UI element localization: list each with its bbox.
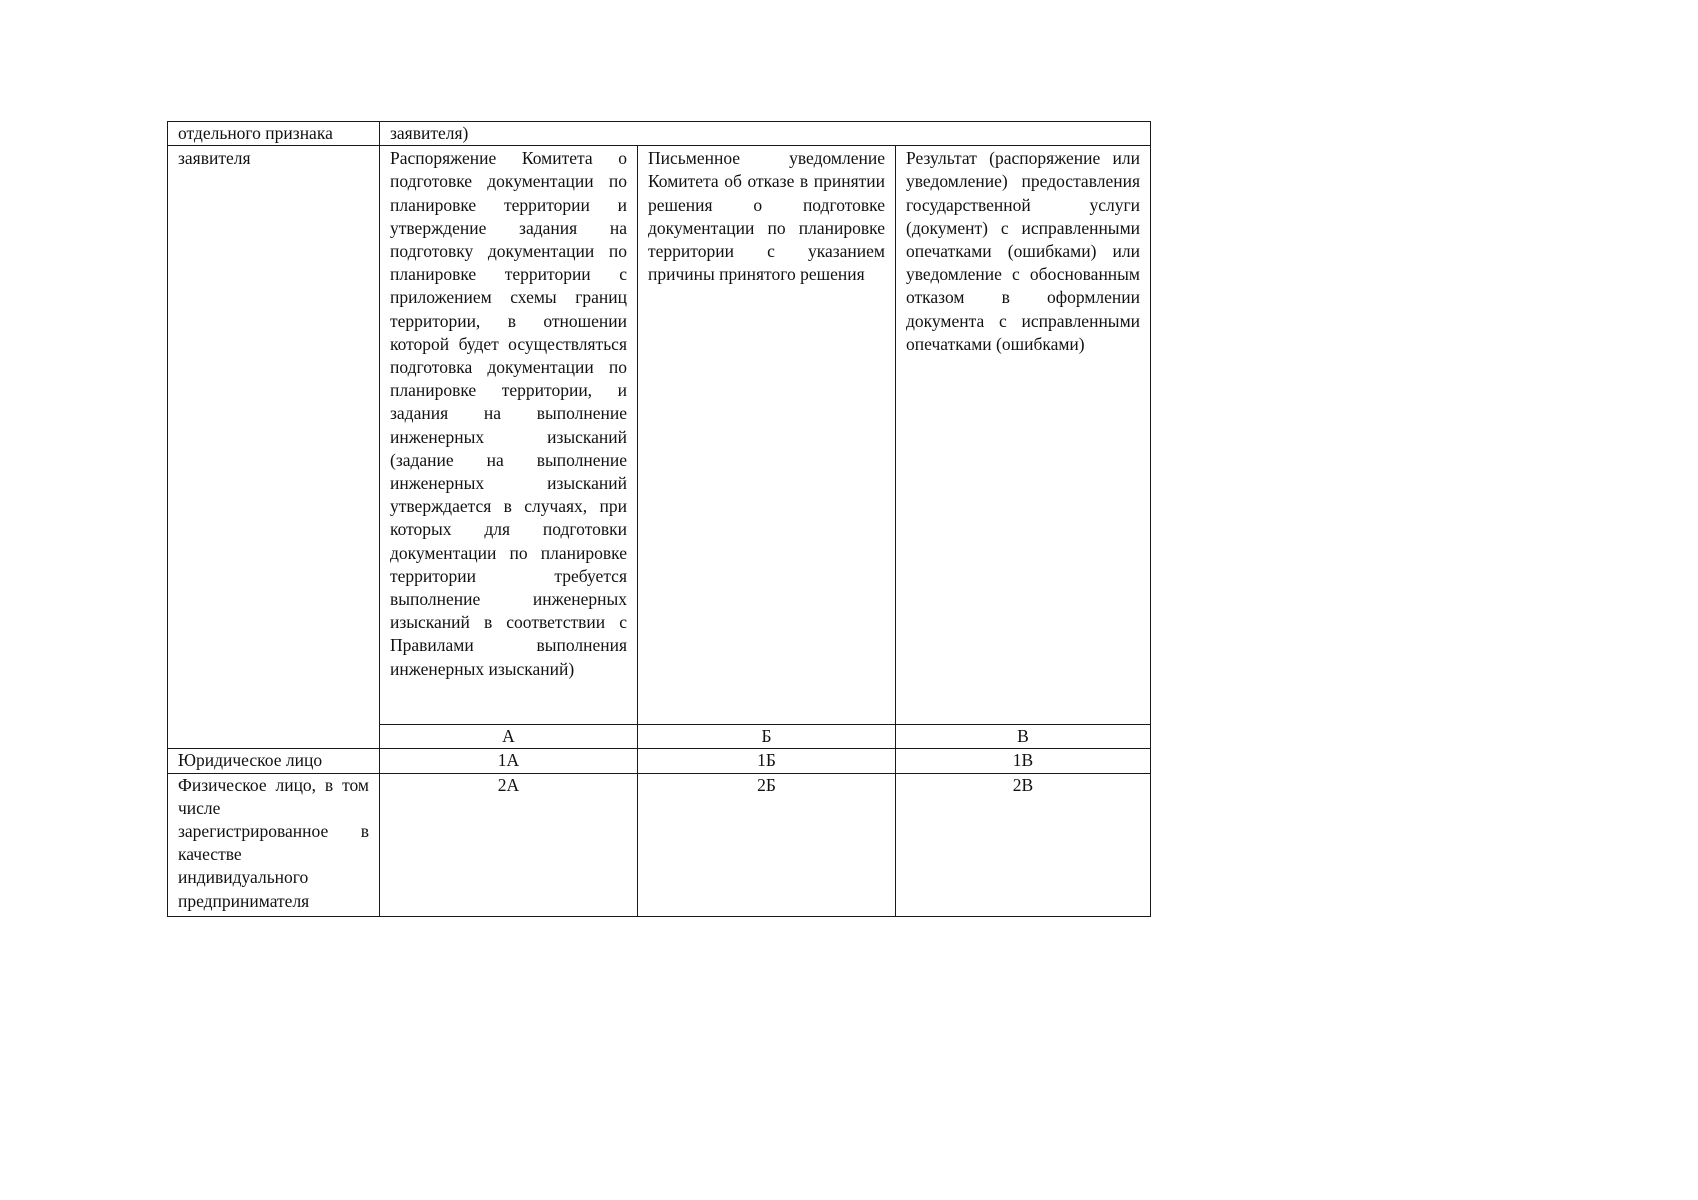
row-label: Юридическое лицо [168,749,380,773]
result-a-description: Распоряжение Комитета о подготовке документации по планировке территории и утверждение задания на подготовку документации по планировке территории с приложением схемы границ территории, в отношении которой будет осуществляться подготовка документации по планировке территории, и задания на выполнение инженерных изысканий (задание на выполнение инженерных изысканий утверждается в случаях, при которых для подготовки документации по планировке территории требуется выполнение инженерных изысканий в соответствии с Правилами выполнения инженерных изысканий) [390,148,627,679]
applicant-header-rest-cell [168,146,380,749]
result-descriptions-row [168,146,1151,725]
continuation-text: заявителя) [390,123,469,143]
table-row [168,773,1151,916]
result-b-description-cell [638,146,896,725]
applicant-header-rest-text: заявителя [178,148,251,169]
continuation-text-cell [380,122,1151,146]
result-letter-cell: Б [638,725,896,749]
table-row [168,749,1151,773]
row-label: Физическое лицо, в том числе зарегистрированное в качестве индивидуального предпринимателя [168,773,380,916]
result-b-description: Письменное уведомление Комитета об отказе в принятии решения о подготовке документации по планировке территории с указанием причины принятого решения [648,148,885,285]
applicant-feature-header-text: отдельного признака [178,123,333,143]
result-c-description: Результат (распоряжение или уведомление) предоставления государственной услуги (документ) с исправленными опечатками (ошибками) или уведомление с обоснованным отказом в оформлении документа с исправленными опечатками (ошибками) [906,148,1141,354]
code-cell: 2В [896,773,1151,916]
code-cell: 1А [380,749,638,773]
continuation-row [168,122,1151,146]
code-cell: 1Б [638,749,896,773]
code-cell: 2А [380,773,638,916]
result-letter-cell: В [896,725,1151,749]
result-a-description-cell [380,146,638,725]
result-c-description-cell [896,146,1151,725]
applicant-result-table [167,121,1151,917]
code-cell: 1В [896,749,1151,773]
result-letter-cell: А [380,725,638,749]
code-cell: 2Б [638,773,896,916]
applicant-feature-header-cell [168,122,380,146]
